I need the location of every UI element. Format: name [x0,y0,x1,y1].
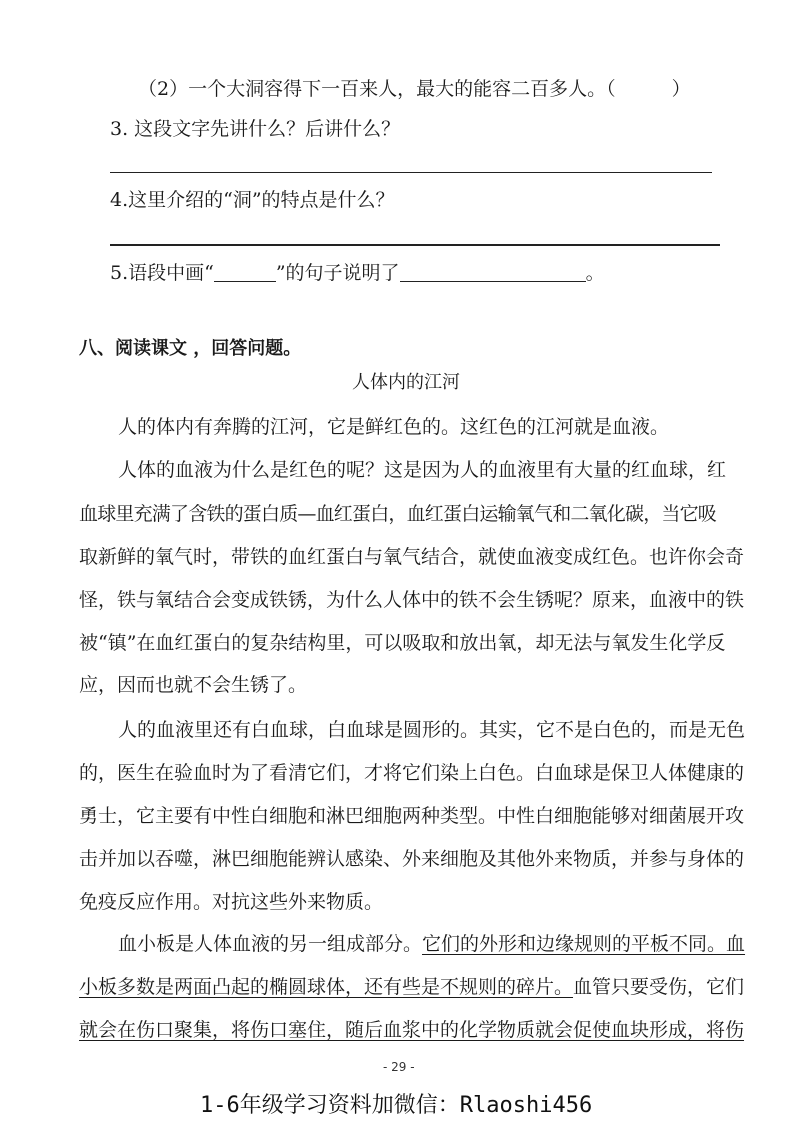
article-title: 人体内的江河 [352,372,460,393]
section-heading: 八、阅读课文 ，回答问题。 [79,338,302,359]
q2-sub-text: （2）一个大洞容得下一百来人，最大的能容二百多人。（ [138,78,616,100]
paragraph-3-line: 人的血液里还有白血球，白血球是圆形的。其实，它不是白色的，而是无色 [118,719,746,741]
footer-contact-note: 1-6年级学习资料加微信：Rlaoshi456 [200,1093,593,1118]
q5-prefix: 5.语段中画“ [110,262,214,284]
paragraph-1-line: 人的体内有奔腾的江河，它是鲜红色的。这红色的江河就是血液。 [118,416,670,438]
paragraph-3-line: 击并加以吞噬，淋巴细胞能辨认感染、外来细胞及其他外来物质，并参与身体的 [79,848,745,870]
question-3: 3. 这段文字先讲什么？后讲什么？ [110,118,401,140]
underlined-sentence: 就会在伤口聚集，将伤口塞住，随后血浆中的化学物质就会促使血块形成，将伤 [79,1019,745,1041]
paragraph-2-line: 应，因而也就不会生锈了。 [79,674,308,696]
q5-middle: ”的句子说明了 [275,262,400,284]
paragraph-2-line: 血球里充满了含铁的蛋白质—血红蛋白，血红蛋白运输氧气和二氧化碳，当它吸 [79,503,717,525]
paragraph-4-line [79,978,744,997]
answer-line-q3[interactable] [110,172,712,173]
paragraph-4-line [118,935,745,954]
paragraph-2-line: 人体的血液为什么是红色的呢？这是因为人的血液里有大量的红血球，红 [118,459,727,481]
question-2-subitem [138,80,691,99]
q5-answer-blank[interactable] [400,281,586,282]
paragraph-3-line: 免疫反应作用。对抗这些外来物质。 [79,891,384,913]
paragraph-2-line: 取新鲜的氧气时，带铁的血红蛋白与氧气结合，就使血液变成红色。也许你会奇 [79,546,745,568]
plain-text: 血管只要受伤，它们 [573,976,745,998]
q5-mark-blank[interactable] [214,281,276,282]
q5-suffix: 。 [585,262,605,284]
question-4: 4.这里介绍的“洞”的特点是什么？ [110,189,395,211]
page-number: - 29 - [383,1060,415,1074]
underlined-sentence: 小板多数是两面凸起的椭圆球体，还有些是不规则的碎片。 [79,976,574,998]
plain-text: 血小板是人体血液的另一组成部分。 [118,933,423,955]
paragraph-2-line: 被“镇”在血红蛋白的复杂结构里，可以吸取和放出氧，却无法与氧发生化学反 [79,632,726,654]
answer-line-q4[interactable] [110,244,720,246]
underlined-sentence: 它们的外形和边缘规则的平板不同。血 [422,933,746,955]
paragraph-3-line: 的，医生在验血时为了看清它们，才将它们染上白色。白血球是保卫人体健康的 [79,762,745,784]
paragraph-3-line: 勇士，它主要有中性白细胞和淋巴细胞两种类型。中性白细胞能够对细菌展开攻 [79,805,745,827]
q2-sub-close: ） [671,78,691,100]
paragraph-2-line: 怪，铁与氧结合会变成铁锈，为什么人体中的铁不会生锈呢？原来，血液中的铁 [79,589,745,611]
paragraph-4-line [79,1021,744,1040]
question-5 [110,264,605,283]
